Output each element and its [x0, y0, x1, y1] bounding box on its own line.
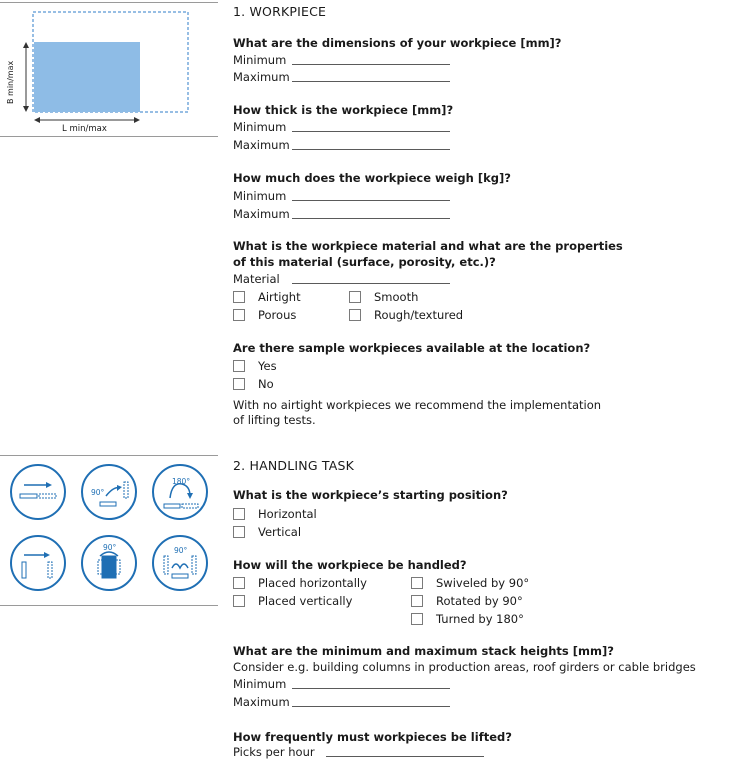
icons-bottom-rule	[0, 605, 218, 606]
samples-yes-label: Yes	[258, 359, 277, 373]
weight-max-field[interactable]	[292, 218, 450, 219]
stack-max-label: Maximum	[233, 695, 290, 709]
thickness-min-label: Minimum	[233, 120, 287, 134]
porous-checkbox[interactable]	[233, 309, 245, 321]
stack-min-field[interactable]	[292, 688, 450, 689]
l-dimension-label: L min/max	[62, 124, 107, 134]
weight-min-field[interactable]	[292, 200, 450, 201]
dimensions-question: What are the dimensions of your workpiece [mm]?	[233, 36, 562, 50]
samples-no-label: No	[258, 377, 274, 391]
horizontal-move-icon	[11, 465, 65, 519]
handled-question: How will the workpiece be handled?	[233, 558, 467, 572]
vertical-label: Vertical	[258, 525, 302, 539]
thickness-max-label: Maximum	[233, 138, 290, 152]
samples-question: Are there sample workpieces available at the location?	[233, 341, 591, 355]
horizontal-label: Horizontal	[258, 507, 317, 521]
rough-textured-checkbox[interactable]	[349, 309, 361, 321]
section-1-title: 1. WORKPIECE	[233, 4, 327, 19]
airtight-label: Airtight	[258, 290, 301, 304]
placed-horizontally-label: Placed horizontally	[258, 576, 367, 590]
horizontal-checkbox[interactable]	[233, 508, 245, 520]
turn-180-degree-label: 180°	[172, 477, 191, 486]
material-field[interactable]	[292, 283, 450, 284]
rough-textured-label: Rough/textured	[374, 308, 464, 322]
dimensions-min-field[interactable]	[292, 64, 450, 65]
weight-question: How much does the workpiece weigh [kg]?	[233, 171, 511, 185]
stack-min-label: Minimum	[233, 677, 287, 691]
samples-no-checkbox[interactable]	[233, 378, 245, 390]
dimensions-max-label: Maximum	[233, 70, 290, 84]
samples-yes-checkbox[interactable]	[233, 360, 245, 372]
thickness-min-field[interactable]	[292, 131, 450, 132]
samples-note-line1: With no airtight workpieces we recommend the implementation	[233, 398, 602, 412]
thickness-question: How thick is the workpiece [mm]?	[233, 103, 454, 117]
start-position-question: What is the workpiece’s starting position?	[233, 488, 508, 502]
placed-vertically-label: Placed vertically	[258, 594, 353, 608]
turned-180-checkbox[interactable]	[411, 613, 423, 625]
smooth-label: Smooth	[374, 290, 419, 304]
picks-per-hour-field[interactable]	[326, 756, 484, 757]
frequency-question: How frequently must workpieces be lifted?	[233, 730, 512, 744]
weight-min-label: Minimum	[233, 189, 287, 203]
smooth-checkbox[interactable]	[349, 291, 361, 303]
turned-180-label: Turned by 180°	[436, 612, 524, 626]
b-dimension-label: B min/max	[6, 60, 15, 104]
rotated-90-label: Rotated by 90°	[436, 594, 523, 608]
swivel-vertical-90-icon	[153, 536, 207, 590]
dimensions-max-field[interactable]	[292, 81, 450, 82]
rotate-90-degree-label: 90°	[103, 543, 117, 552]
stack-max-field[interactable]	[292, 706, 450, 707]
section-2-title: 2. HANDLING TASK	[233, 458, 355, 473]
stack-height-question: What are the minimum and maximum stack heights [mm]?	[233, 644, 614, 658]
samples-note-line2: of lifting tests.	[233, 413, 316, 427]
swivel-90-degree-label: 90°	[91, 488, 105, 497]
material-question-line2: of this material (surface, porosity, etc.)?	[233, 255, 496, 269]
dimensions-min-label: Minimum	[233, 53, 287, 67]
vertical-checkbox[interactable]	[233, 526, 245, 538]
picks-per-hour-label: Picks per hour	[233, 745, 315, 759]
stack-height-hint: Consider e.g. building columns in production areas, roof girders or cable bridges	[233, 660, 696, 674]
turn-180-icon	[153, 465, 207, 519]
placed-vertically-checkbox[interactable]	[233, 595, 245, 607]
swiveled-90-checkbox[interactable]	[411, 577, 423, 589]
diagram-bottom-rule	[0, 136, 218, 137]
swivel-vertical-90-degree-label: 90°	[174, 546, 188, 555]
swiveled-90-label: Swiveled by 90°	[436, 576, 530, 590]
porous-label: Porous	[258, 308, 297, 322]
workpiece-dimension-diagram	[0, 0, 218, 140]
material-label: Material	[233, 272, 280, 286]
airtight-checkbox[interactable]	[233, 291, 245, 303]
placed-horizontally-checkbox[interactable]	[233, 577, 245, 589]
workpiece-shape	[34, 42, 140, 112]
vertical-move-icon	[11, 536, 65, 590]
thickness-max-field[interactable]	[292, 149, 450, 150]
weight-max-label: Maximum	[233, 207, 290, 221]
material-question-line1: What is the workpiece material and what are the properties	[233, 239, 623, 253]
rotated-90-checkbox[interactable]	[411, 595, 423, 607]
